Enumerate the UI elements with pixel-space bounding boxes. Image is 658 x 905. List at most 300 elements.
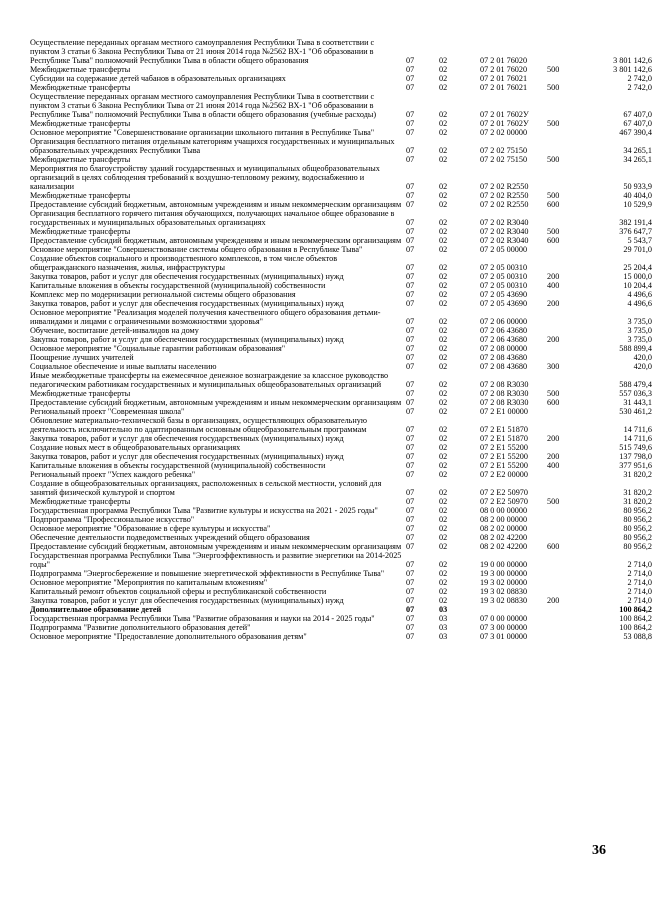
cell-vr bbox=[547, 407, 592, 416]
cell-rz: 07 bbox=[406, 74, 415, 83]
cell-sum: 3 735,0 bbox=[627, 335, 652, 344]
cell-csr: 07 3 00 00000 bbox=[480, 623, 528, 632]
cell-name: Создание новых мест в общеобразовательных организациях bbox=[30, 443, 241, 452]
cell-csr: 07 2 05 00310 bbox=[480, 272, 528, 281]
cell-rz: 07 bbox=[406, 452, 415, 461]
cell-sum: 80 956,2 bbox=[623, 524, 652, 533]
cell-name: Межбюджетные трансферты bbox=[30, 155, 131, 164]
cell-sum: 31 820,2 bbox=[623, 488, 652, 497]
cell-rz: 07 bbox=[406, 497, 415, 506]
cell-name: Дополнительное образование детей bbox=[30, 605, 162, 614]
cell-csr: 19 3 02 00000 bbox=[480, 578, 528, 587]
cell-vr bbox=[547, 524, 592, 533]
cell-sum: 2 714,0 bbox=[627, 578, 652, 587]
cell-vr: 300 bbox=[547, 362, 560, 371]
cell-prz: 02 bbox=[439, 74, 448, 83]
cell-sum: 515 749,6 bbox=[619, 443, 652, 452]
cell-name: Создание в общеобразовательных организациях, расположенных в сельской местности, условий для занятий физической культурой и спортом bbox=[30, 479, 382, 497]
cell-csr: 19 3 02 08830 bbox=[480, 587, 528, 596]
cell-csr: 07 0 00 00000 bbox=[480, 614, 528, 623]
cell-sum: 34 265,1 bbox=[623, 146, 652, 155]
cell-csr: 07 2 02 R3040 bbox=[480, 227, 529, 236]
cell-rz: 07 bbox=[406, 632, 415, 641]
cell-prz: 02 bbox=[439, 317, 448, 326]
cell-rz: 07 bbox=[406, 56, 415, 65]
cell-sum: 34 265,1 bbox=[623, 155, 652, 164]
table-row bbox=[18, 506, 658, 515]
cell-rz: 07 bbox=[406, 389, 415, 398]
cell-rz: 07 bbox=[406, 236, 415, 245]
cell-prz: 02 bbox=[439, 506, 448, 515]
cell-vr bbox=[547, 353, 592, 362]
table-row bbox=[18, 452, 658, 461]
table-row bbox=[18, 137, 658, 155]
cell-vr bbox=[547, 533, 592, 542]
cell-csr: 19 0 00 00000 bbox=[480, 560, 528, 569]
cell-rz: 07 bbox=[406, 317, 415, 326]
table-row bbox=[18, 587, 658, 596]
cell-sum: 10 529,9 bbox=[623, 200, 652, 209]
cell-csr: 07 2 08 R3030 bbox=[480, 398, 529, 407]
cell-vr bbox=[547, 92, 592, 119]
cell-prz: 02 bbox=[439, 335, 448, 344]
cell-name: Закупка товаров, работ и услуг для обеспечения государственных (муниципальных) нужд bbox=[30, 272, 344, 281]
page-number: 36 bbox=[592, 843, 606, 858]
cell-vr: 400 bbox=[547, 461, 560, 470]
cell-prz: 02 bbox=[439, 290, 448, 299]
cell-prz: 02 bbox=[439, 56, 448, 65]
cell-prz: 02 bbox=[439, 488, 448, 497]
table-row bbox=[18, 245, 658, 254]
cell-vr: 400 bbox=[547, 281, 560, 290]
cell-rz: 07 bbox=[406, 200, 415, 209]
cell-name: Осуществление переданных органам местного самоуправления Республики Тыва в соответствии с пунктом 3 статьи 6 Закона Республики Тыва от 21 июня 2014 года №2562 ВХ-1 "Об образовании в Республике Тыва" полномочий Республики Тыва в области общего образования bbox=[30, 38, 375, 65]
cell-rz: 07 bbox=[406, 326, 415, 335]
cell-csr: 07 2 05 43690 bbox=[480, 290, 528, 299]
cell-sum: 100 864,2 bbox=[619, 614, 652, 623]
cell-name: Капитальные вложения в объекты государственной (муниципальной) собственности bbox=[30, 281, 326, 290]
cell-sum: 80 956,2 bbox=[623, 533, 652, 542]
cell-csr: 08 2 02 42200 bbox=[480, 533, 528, 542]
cell-sum: 377 951,6 bbox=[619, 461, 652, 470]
cell-csr: 07 2 02 R2550 bbox=[480, 191, 529, 200]
cell-name: Предоставление субсидий бюджетным, автономным учреждениям и иным некоммерческим организациям bbox=[30, 236, 402, 245]
cell-vr bbox=[547, 290, 592, 299]
cell-prz: 02 bbox=[439, 245, 448, 254]
cell-sum: 10 204,4 bbox=[623, 281, 652, 290]
cell-vr: 500 bbox=[547, 497, 560, 506]
cell-prz: 02 bbox=[439, 533, 448, 542]
cell-name: Организация бесплатного питания отдельным категориям учащихся государственных и муниципальных образовательных учреждениях Республики Тыва bbox=[30, 137, 395, 155]
cell-csr bbox=[480, 605, 547, 614]
cell-prz: 02 bbox=[439, 596, 448, 605]
table-row bbox=[18, 470, 658, 479]
cell-name: Закупка товаров, работ и услуг для обеспечения государственных (муниципальных) нужд bbox=[30, 299, 344, 308]
table-row bbox=[18, 65, 658, 74]
cell-name: Основное мероприятие "Социальные гарантии работникам образования" bbox=[30, 344, 286, 353]
cell-prz: 02 bbox=[439, 272, 448, 281]
cell-vr bbox=[547, 209, 592, 227]
cell-sum: 100 864,2 bbox=[619, 623, 652, 632]
cell-vr bbox=[547, 416, 592, 434]
cell-vr: 500 bbox=[547, 65, 560, 74]
cell-vr: 500 bbox=[547, 191, 560, 200]
cell-rz: 07 bbox=[406, 560, 415, 569]
cell-prz: 03 bbox=[439, 632, 448, 641]
cell-vr: 500 bbox=[547, 389, 560, 398]
cell-sum: 557 036,3 bbox=[619, 389, 652, 398]
cell-rz: 07 bbox=[406, 425, 415, 434]
cell-prz: 02 bbox=[439, 425, 448, 434]
cell-csr: 07 2 02 R2550 bbox=[480, 200, 529, 209]
table-row bbox=[18, 596, 658, 605]
cell-name: Межбюджетные трансферты bbox=[30, 497, 131, 506]
table-row bbox=[18, 38, 658, 65]
cell-prz: 02 bbox=[439, 461, 448, 470]
cell-name: Закупка товаров, работ и услуг для обеспечения государственных (муниципальных) нужд bbox=[30, 335, 344, 344]
cell-prz: 02 bbox=[439, 389, 448, 398]
cell-vr bbox=[547, 551, 592, 569]
cell-csr: 19 3 02 08830 bbox=[480, 596, 528, 605]
cell-prz: 02 bbox=[439, 200, 448, 209]
budget-table bbox=[18, 38, 658, 641]
table-row bbox=[18, 551, 658, 569]
table-row bbox=[18, 416, 658, 434]
table-row bbox=[18, 335, 658, 344]
cell-vr bbox=[547, 164, 592, 191]
cell-name: Комплекс мер по модернизации региональной системы общего образования bbox=[30, 290, 296, 299]
cell-prz: 02 bbox=[439, 470, 448, 479]
cell-sum: 31 820,2 bbox=[623, 497, 652, 506]
cell-name: Основное мероприятие "Предоставление дополнительного образования детям" bbox=[30, 632, 307, 641]
cell-prz: 02 bbox=[439, 434, 448, 443]
table-row bbox=[18, 497, 658, 506]
cell-name: Основное мероприятие "Реализация моделей получения качественного общего образования детьми-инвалидами и лицами с ограниченными возможностями здоровья" bbox=[30, 308, 381, 326]
cell-sum: 40 404,0 bbox=[623, 191, 652, 200]
cell-sum: 5 543,7 bbox=[627, 236, 652, 245]
cell-prz: 02 bbox=[439, 524, 448, 533]
cell-vr: 500 bbox=[547, 119, 560, 128]
cell-vr bbox=[547, 443, 592, 452]
cell-rz: 07 bbox=[406, 335, 415, 344]
cell-rz: 07 bbox=[406, 515, 415, 524]
cell-prz: 02 bbox=[439, 182, 448, 191]
cell-prz: 02 bbox=[439, 110, 448, 119]
cell-vr bbox=[547, 128, 592, 137]
cell-sum: 588 899,4 bbox=[619, 344, 652, 353]
cell-csr: 07 2 E1 55200 bbox=[480, 452, 528, 461]
cell-prz: 02 bbox=[439, 497, 448, 506]
cell-prz: 02 bbox=[439, 191, 448, 200]
cell-vr bbox=[547, 515, 592, 524]
cell-name: Основное мероприятие "Совершенствование организации школьного питания в Республике Тыва" bbox=[30, 128, 375, 137]
cell-sum: 67 407,0 bbox=[623, 119, 652, 128]
cell-csr: 07 2 08 R3030 bbox=[480, 389, 529, 398]
cell-vr: 500 bbox=[547, 155, 560, 164]
cell-sum: 4 496,6 bbox=[627, 299, 652, 308]
cell-prz: 02 bbox=[439, 83, 448, 92]
cell-sum: 31 820,2 bbox=[623, 470, 652, 479]
cell-csr: 07 2 E2 00000 bbox=[480, 470, 528, 479]
cell-vr bbox=[547, 326, 592, 335]
cell-vr bbox=[547, 308, 592, 326]
cell-prz: 02 bbox=[439, 407, 448, 416]
cell-prz: 02 bbox=[439, 362, 448, 371]
cell-rz: 07 bbox=[406, 272, 415, 281]
cell-csr: 07 3 01 00000 bbox=[480, 632, 528, 641]
table-row bbox=[18, 623, 658, 632]
cell-rz: 07 bbox=[406, 605, 415, 614]
cell-sum: 3 801 142,6 bbox=[613, 56, 652, 65]
cell-name: Государственная программа Республики Тыва "Энергоэффективность и развитие энергетики на 2014-2025 годы" bbox=[30, 551, 402, 569]
cell-csr: 07 2 06 43680 bbox=[480, 326, 528, 335]
cell-vr bbox=[547, 74, 592, 83]
cell-name: Организация бесплатного горячего питания обучающихся, получающих начальное общее образование в государственных и муниципальных образовательных организациях bbox=[30, 209, 395, 227]
cell-name: Социальное обеспечение и иные выплаты населению bbox=[30, 362, 217, 371]
cell-sum: 2 714,0 bbox=[627, 569, 652, 578]
cell-vr bbox=[547, 245, 592, 254]
cell-name: Закупка товаров, работ и услуг для обеспечения государственных (муниципальных) нужд bbox=[30, 452, 344, 461]
cell-vr: 200 bbox=[547, 299, 560, 308]
table-row bbox=[18, 272, 658, 281]
cell-sum: 420,0 bbox=[633, 362, 652, 371]
cell-rz: 07 bbox=[406, 533, 415, 542]
cell-vr: 200 bbox=[547, 452, 560, 461]
cell-rz: 07 bbox=[406, 461, 415, 470]
cell-rz: 07 bbox=[406, 146, 415, 155]
cell-vr bbox=[547, 479, 592, 497]
table-row bbox=[18, 326, 658, 335]
cell-rz: 07 bbox=[406, 488, 415, 497]
cell-csr: 07 2 E1 00000 bbox=[480, 407, 528, 416]
cell-csr: 07 2 02 75150 bbox=[480, 155, 528, 164]
cell-name: Закупка товаров, работ и услуг для обеспечения государственных (муниципальных) нужд bbox=[30, 596, 344, 605]
cell-prz: 02 bbox=[439, 263, 448, 272]
cell-rz: 07 bbox=[406, 155, 415, 164]
cell-rz: 07 bbox=[406, 128, 415, 137]
cell-sum: 80 956,2 bbox=[623, 506, 652, 515]
cell-csr: 07 2 06 00000 bbox=[480, 317, 528, 326]
cell-prz: 02 bbox=[439, 443, 448, 452]
cell-prz: 02 bbox=[439, 299, 448, 308]
table-row bbox=[18, 614, 658, 623]
table-row bbox=[18, 281, 658, 290]
cell-name: Основное мероприятие "Мероприятия по капитальным вложениям" bbox=[30, 578, 268, 587]
cell-vr bbox=[547, 137, 592, 155]
table-row bbox=[18, 128, 658, 137]
cell-name: Региональный проект "Современная школа" bbox=[30, 407, 185, 416]
cell-prz: 02 bbox=[439, 542, 448, 551]
cell-name: Межбюджетные трансферты bbox=[30, 65, 131, 74]
cell-rz: 07 bbox=[406, 245, 415, 254]
cell-sum: 3 735,0 bbox=[627, 317, 652, 326]
cell-name: Закупка товаров, работ и услуг для обеспечения государственных (муниципальных) нужд bbox=[30, 434, 344, 443]
cell-rz: 07 bbox=[406, 434, 415, 443]
table-row bbox=[18, 74, 658, 83]
cell-csr: 07 2 E1 55200 bbox=[480, 461, 528, 470]
cell-name: Государственная программа Республики Тыва "Развитие образования и науки на 2014 - 2025 годы" bbox=[30, 614, 375, 623]
cell-vr bbox=[547, 578, 592, 587]
cell-csr: 07 2 01 76021 bbox=[480, 83, 528, 92]
cell-csr: 07 2 01 76021 bbox=[480, 74, 528, 83]
cell-csr: 07 2 02 75150 bbox=[480, 146, 528, 155]
table-row bbox=[18, 542, 658, 551]
cell-name: Предоставление субсидий бюджетным, автономным учреждениям и иным некоммерческим организациям bbox=[30, 398, 402, 407]
cell-csr: 19 3 00 00000 bbox=[480, 569, 528, 578]
cell-prz: 02 bbox=[439, 587, 448, 596]
cell-rz: 07 bbox=[406, 110, 415, 119]
cell-name: Основное мероприятие "Образование в сфере культуры и искусства" bbox=[30, 524, 271, 533]
cell-csr: 07 2 08 R3030 bbox=[480, 380, 529, 389]
cell-vr bbox=[547, 632, 592, 641]
cell-name: Подпрограмма "Профессиональное искусство" bbox=[30, 515, 195, 524]
cell-prz: 02 bbox=[439, 326, 448, 335]
cell-prz: 02 bbox=[439, 515, 448, 524]
table-row bbox=[18, 515, 658, 524]
cell-prz: 02 bbox=[439, 128, 448, 137]
cell-name: Обучение, воспитание детей-инвалидов на дому bbox=[30, 326, 199, 335]
cell-vr bbox=[547, 506, 592, 515]
cell-csr: 07 2 08 43680 bbox=[480, 362, 528, 371]
cell-csr: 07 2 05 43690 bbox=[480, 299, 528, 308]
cell-name: Межбюджетные трансферты bbox=[30, 191, 131, 200]
table-row bbox=[18, 344, 658, 353]
cell-sum: 530 461,2 bbox=[619, 407, 652, 416]
cell-vr bbox=[547, 623, 592, 632]
cell-sum: 588 479,4 bbox=[619, 380, 652, 389]
cell-name: Капитальный ремонт объектов социальной сферы и республиканской собственности bbox=[30, 587, 327, 596]
cell-sum: 2 742,0 bbox=[627, 74, 652, 83]
cell-sum: 2 714,0 bbox=[627, 560, 652, 569]
cell-name: Подпрограмма "Энергосбережение и повышение энергетической эффективности в Республике Тыва" bbox=[30, 569, 385, 578]
cell-rz: 07 bbox=[406, 182, 415, 191]
cell-prz: 02 bbox=[439, 578, 448, 587]
table-row bbox=[18, 533, 658, 542]
cell-vr bbox=[547, 587, 592, 596]
table-row bbox=[18, 434, 658, 443]
cell-rz: 07 bbox=[406, 227, 415, 236]
cell-name: Межбюджетные трансферты bbox=[30, 389, 131, 398]
cell-csr: 07 2 01 76020 bbox=[480, 56, 528, 65]
table-row bbox=[18, 479, 658, 497]
cell-sum: 100 864,2 bbox=[619, 605, 652, 614]
cell-rz: 07 bbox=[406, 614, 415, 623]
table-row bbox=[18, 605, 658, 614]
cell-sum: 80 956,2 bbox=[623, 542, 652, 551]
cell-prz: 02 bbox=[439, 146, 448, 155]
cell-rz: 07 bbox=[406, 299, 415, 308]
table-row bbox=[18, 443, 658, 452]
cell-rz: 07 bbox=[406, 344, 415, 353]
cell-sum: 4 496,6 bbox=[627, 290, 652, 299]
cell-sum: 420,0 bbox=[633, 353, 652, 362]
cell-prz: 02 bbox=[439, 281, 448, 290]
table-row bbox=[18, 353, 658, 362]
cell-vr: 600 bbox=[547, 200, 560, 209]
table-row bbox=[18, 236, 658, 245]
cell-prz: 03 bbox=[439, 605, 448, 614]
cell-rz: 07 bbox=[406, 191, 415, 200]
cell-vr bbox=[547, 605, 592, 614]
cell-sum: 2 714,0 bbox=[627, 587, 652, 596]
cell-name: Обеспечение деятельности подведомственных учреждений общего образования bbox=[30, 533, 310, 542]
table-row bbox=[18, 254, 658, 272]
cell-name: Межбюджетные трансферты bbox=[30, 119, 131, 128]
cell-rz: 07 bbox=[406, 443, 415, 452]
cell-prz: 02 bbox=[439, 236, 448, 245]
cell-sum: 137 798,0 bbox=[619, 452, 652, 461]
table-row bbox=[18, 200, 658, 209]
cell-sum: 467 390,4 bbox=[619, 128, 652, 137]
cell-name: Создание объектов социального и производственного комплексов, в том числе объектов общегражданского назначения, жилья, инфраструктуры bbox=[30, 254, 338, 272]
table-row bbox=[18, 299, 658, 308]
table-row bbox=[18, 632, 658, 641]
cell-rz: 07 bbox=[406, 380, 415, 389]
cell-csr: 07 2 08 43680 bbox=[480, 353, 528, 362]
cell-prz: 02 bbox=[439, 227, 448, 236]
cell-vr: 500 bbox=[547, 83, 560, 92]
cell-vr bbox=[547, 569, 592, 578]
table-row bbox=[18, 191, 658, 200]
cell-vr: 600 bbox=[547, 236, 560, 245]
table-row bbox=[18, 227, 658, 236]
table-row bbox=[18, 569, 658, 578]
cell-rz: 07 bbox=[406, 569, 415, 578]
cell-csr: 07 2 08 00000 bbox=[480, 344, 528, 353]
cell-rz: 07 bbox=[406, 263, 415, 272]
cell-vr: 200 bbox=[547, 434, 560, 443]
cell-name: Мероприятия по благоустройству зданий государственных и муниципальных общеобразовательных организаций в целях соблюдения требований к воздушно-тепловому режиму, водоснабжению и канализации bbox=[30, 164, 380, 191]
table-row bbox=[18, 398, 658, 407]
cell-csr: 07 2 E1 51870 bbox=[480, 425, 528, 434]
cell-name: Подпрограмма "Развитие дополнительного образования детей" bbox=[30, 623, 251, 632]
table-row bbox=[18, 164, 658, 191]
cell-csr: 08 2 02 42200 bbox=[480, 542, 528, 551]
cell-prz: 02 bbox=[439, 344, 448, 353]
cell-name: Предоставление субсидий бюджетным, автономным учреждениям и иным некоммерческим организациям bbox=[30, 542, 402, 551]
cell-csr: 07 2 02 R2550 bbox=[480, 182, 529, 191]
cell-csr: 07 2 01 7602У bbox=[480, 110, 529, 119]
cell-rz: 07 bbox=[406, 623, 415, 632]
cell-rz: 07 bbox=[406, 542, 415, 551]
table-row bbox=[18, 389, 658, 398]
cell-sum: 3 801 142,6 bbox=[613, 65, 652, 74]
cell-rz: 07 bbox=[406, 578, 415, 587]
table-row bbox=[18, 92, 658, 119]
cell-name: Поощрение лучших учителей bbox=[30, 353, 134, 362]
cell-vr bbox=[547, 38, 592, 65]
cell-sum: 2 714,0 bbox=[627, 596, 652, 605]
cell-csr: 07 2 05 00000 bbox=[480, 245, 528, 254]
cell-sum: 14 711,6 bbox=[623, 434, 652, 443]
cell-prz: 02 bbox=[439, 218, 448, 227]
budget-table-body bbox=[18, 38, 658, 641]
cell-csr: 07 2 E2 50970 bbox=[480, 497, 528, 506]
cell-name: Государственная программа Республики Тыва "Развитие культуры и искусства на 2021 - 2025 годы" bbox=[30, 506, 378, 515]
cell-prz: 02 bbox=[439, 353, 448, 362]
cell-vr: 200 bbox=[547, 272, 560, 281]
budget-table-page bbox=[18, 38, 652, 641]
table-row bbox=[18, 83, 658, 92]
cell-sum: 67 407,0 bbox=[623, 110, 652, 119]
cell-csr: 07 2 02 00000 bbox=[480, 128, 528, 137]
cell-csr: 07 2 01 76020 bbox=[480, 65, 528, 74]
cell-vr: 500 bbox=[547, 227, 560, 236]
cell-vr: 200 bbox=[547, 596, 560, 605]
cell-sum: 382 191,4 bbox=[619, 218, 652, 227]
cell-name: Обновление материально-технической базы в организациях, осуществляющих образовательную деятельность исключительно по адаптированным основным общеобразовательным программам bbox=[30, 416, 367, 434]
cell-prz: 02 bbox=[439, 398, 448, 407]
